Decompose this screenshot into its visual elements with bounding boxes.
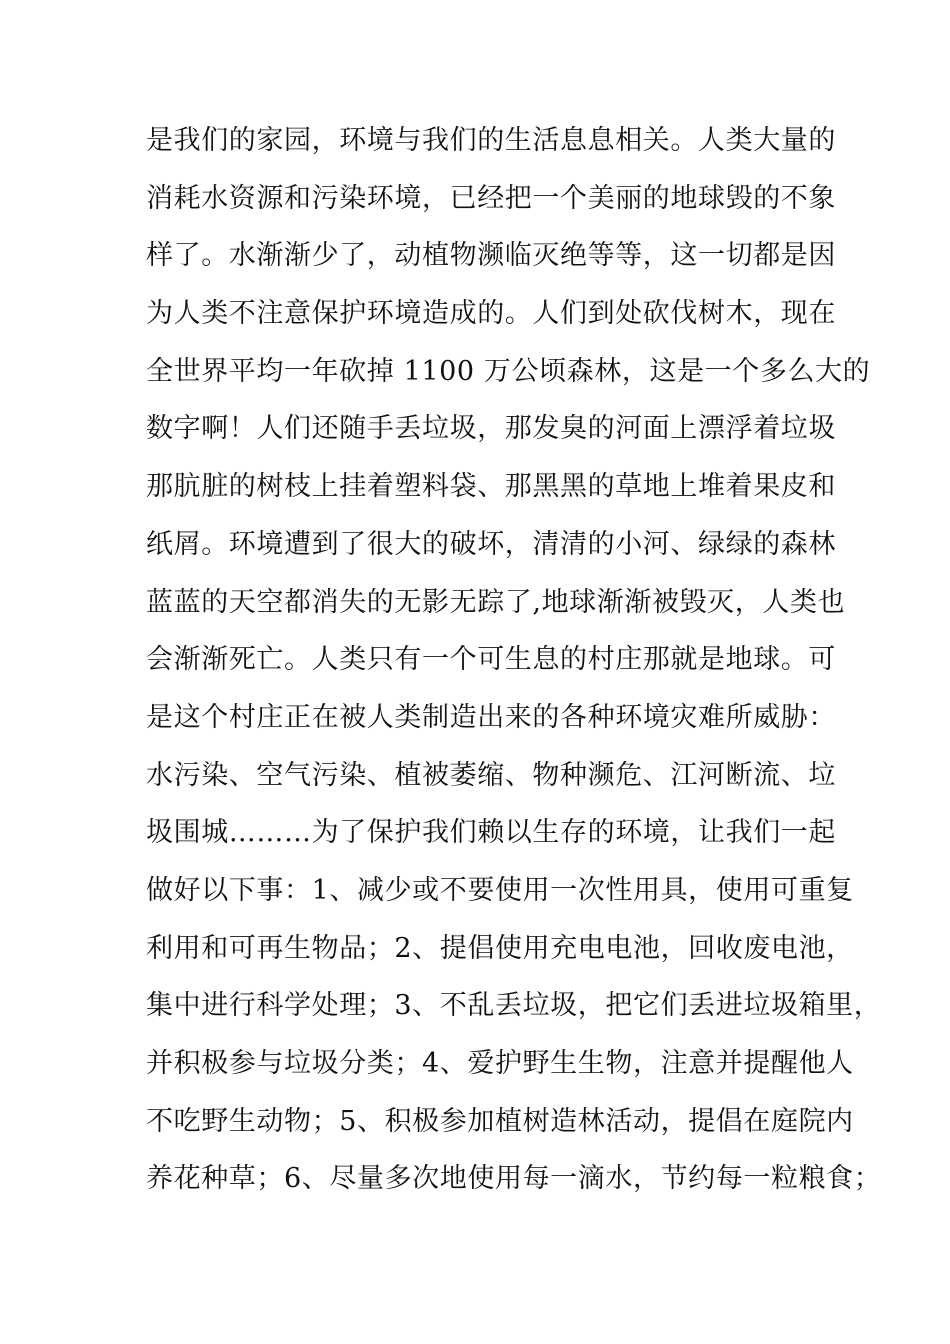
text-line-9: 蓝蓝的天空都消失的无影无踪了,地球渐渐被毁灭，人类也: [146, 586, 846, 618]
text-line-16: 集中进行科学处理；3、不乱丢垃圾，把它们丢进垃圾箱里，: [146, 990, 882, 1022]
text-line-18: 不吃野生动物；5、积极参加植树造林活动，提倡在庭院内: [146, 1105, 854, 1137]
text-line-6: 数字啊！人们还随手丢垃圾，那发臭的河面上漂浮着垃圾: [146, 413, 836, 445]
text-line-2: 消耗水资源和污染环境，已经把一个美丽的地球毁的不象: [146, 182, 836, 214]
text-line-1: 是我们的家园，环境与我们的生活息息相关。人类大量的: [146, 125, 836, 156]
text-line-11: 是这个村庄正在被人类制造出来的各种环境灾难所威胁：: [146, 701, 836, 733]
text-line-17: 并积极参与垃圾分类；4、爱护野生生物，注意并提醒他人: [146, 1048, 854, 1079]
text-line-12: 水污染、空气污染、植被萎缩、物种濒危、江河断流、垃: [146, 759, 836, 791]
text-line-14: 做好以下事：1、减少或不要使用一次性用具，使用可重复: [146, 874, 854, 906]
text-line-3: 样了。水渐渐少了，动植物濒临灭绝等等，这一切都是因: [146, 240, 836, 272]
text-line-5: 全世界平均一年砍掉 1100 万公顷森林，这是一个多么大的: [146, 355, 871, 387]
text-line-10: 会渐渐死亡。人类只有一个可生息的村庄那就是地球。可: [146, 644, 836, 676]
text-line-4: 为人类不注意保护环境造成的。人们到处砍伐树木，现在: [146, 298, 836, 330]
text-line-19: 养花种草；6、尽量多次地使用每一滴水，节约每一粒粮食；: [146, 1163, 882, 1195]
body-text: [146, 118, 882, 1214]
text-line-7: 那肮脏的树枝上挂着塑料袋、那黑黑的草地上堆着果皮和: [146, 471, 836, 503]
text-line-13: 圾围城………为了保护我们赖以生存的环境，让我们一起: [146, 817, 836, 849]
text-line-8: 纸屑。环境遭到了很大的破坏，清清的小河、绿绿的森林: [146, 528, 836, 560]
text-line-15: 利用和可再生物品；2、提倡使用充电电池，回收废电池，: [146, 932, 854, 964]
